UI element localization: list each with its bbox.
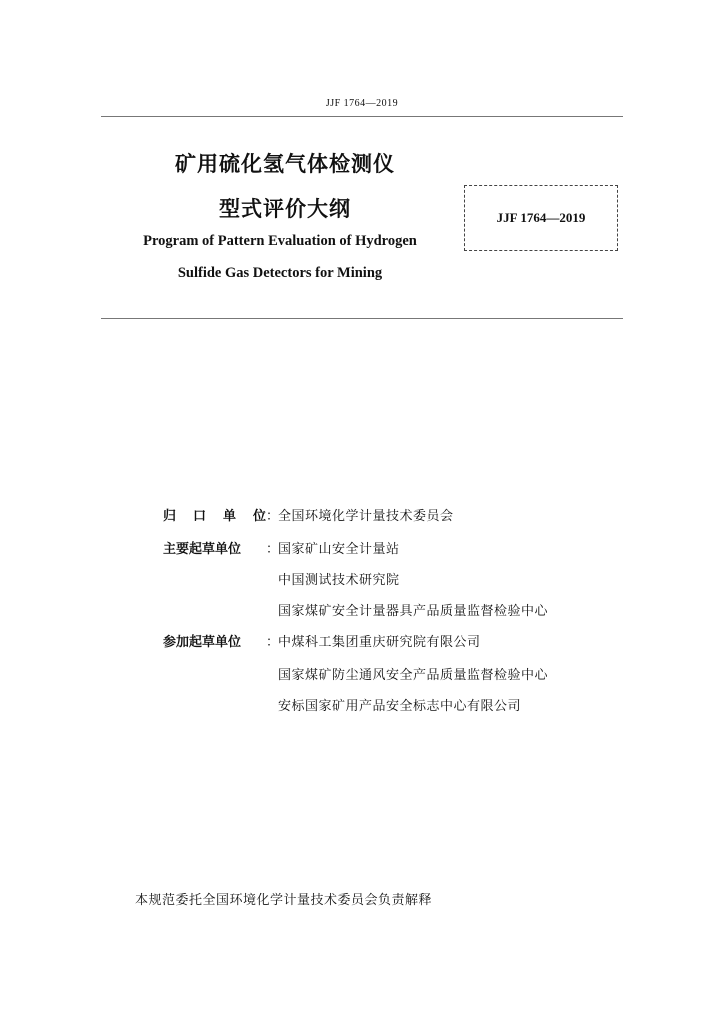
label-char: 单 — [222, 508, 236, 524]
header-rule — [101, 116, 623, 117]
main-drafting-unit-value: 国家煤矿安全计量器具产品质量监督检验中心 — [278, 603, 549, 619]
main-drafting-unit-row — [278, 567, 400, 589]
label-char: 归 — [163, 508, 177, 524]
participating-unit-row — [278, 662, 548, 684]
centralized-unit-label — [163, 505, 266, 524]
centralized-unit-value: 全国环境化学计量技术委员会 — [278, 508, 454, 524]
title-chinese-line-2: 型式评价大纲 — [219, 197, 351, 221]
interpretation-note: 本规范委托全国环境化学计量技术委员会负责解释 — [135, 893, 433, 908]
document-code-box-text: JJF 1764—2019 — [496, 210, 586, 225]
title-english-line-2: Sulfide Gas Detectors for Mining — [177, 265, 383, 281]
participating-unit-value: 国家煤矿防尘通风安全产品质量监督检验中心 — [278, 667, 549, 683]
label-char: 口 — [192, 508, 206, 524]
main-drafting-unit-value: 中国测试技术研究院 — [278, 572, 400, 588]
participating-unit-row — [163, 629, 481, 651]
label-colon: ： — [266, 508, 280, 524]
participating-unit-row — [278, 693, 521, 715]
centralized-unit-row — [163, 503, 454, 525]
label-char: 位 — [252, 508, 266, 524]
main-drafting-unit-row — [278, 598, 548, 620]
main-drafting-unit-row — [163, 536, 400, 558]
title-english-line-1: Program of Pattern Evaluation of Hydrogen — [143, 233, 417, 249]
label-colon: ： — [266, 634, 280, 650]
main-drafting-unit-value: 国家矿山安全计量站 — [278, 541, 400, 557]
title-chinese-line-1: 矿用硫化氢气体检测仪 — [175, 152, 395, 176]
main-drafting-unit-label: 主要起草单位 — [163, 541, 242, 557]
title-block-rule — [101, 318, 623, 319]
participating-unit-value: 中煤科工集团重庆研究院有限公司 — [278, 634, 481, 650]
document-code-box — [464, 185, 618, 251]
label-colon: ： — [266, 541, 280, 557]
participating-unit-label: 参加起草单位 — [163, 634, 242, 650]
header-document-code: JJF 1764—2019 — [325, 98, 399, 109]
participating-unit-value: 安标国家矿用产品安全标志中心有限公司 — [278, 698, 522, 714]
